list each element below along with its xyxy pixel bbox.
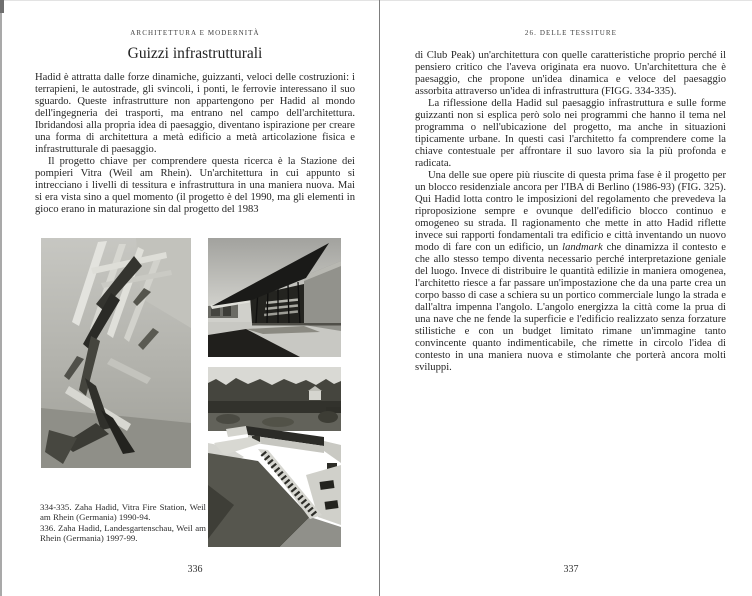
vitra-painting-image: [41, 238, 191, 468]
paragraph-text: Una delle sue opere più riuscite di questa prima fase è il progetto per un blocco residenziale ancora per l'IBA di Berlino (1986-93) (FIG. 325). Qui Hadid lotta contro le imposizioni del regolamento che prevedeva la riproposizione sempre e ovunque dell'edificio blocco continuo e omogeneo su strada. Il ragionamento che mette in atto Hadid riflette invece sui rapporti fondamentali tra edificio e città inventando un nuovo modo di fare con un edificio, un: [415, 170, 726, 253]
page-left-edge-corner: [0, 0, 4, 13]
italic-term: landmark: [562, 242, 603, 253]
right-page-body: [415, 50, 726, 374]
landesgartenschau-photo-figure: [208, 367, 341, 547]
caption-line: 334-335. Zaha Hadid, Vitra Fire Station, Weil am Rhein (Germania) 1990-94.: [40, 502, 206, 523]
vitra-painting-figure: [41, 238, 191, 468]
page-number-left: 336: [187, 564, 203, 575]
paragraph: Il progetto chiave per comprendere questa ricerca è la Stazione dei pompieri Vitra (Weil am Rhein). Un'architettura in cui appunto si intrecciano i livelli di tessitura e infrastruttura in una maniera nuova. Mai si era vista sino a quel momento (il progetto è del 1990, ma gli elementi in gioco erano in maturazione sin dal progetto del 1983: [35, 156, 355, 215]
vitra-fire-station-photo-figure: [208, 238, 341, 357]
paragraph: [415, 170, 726, 374]
caption-line: 336. Zaha Hadid, Landesgartenschau, Weil am Rhein (Germania) 1997-99.: [40, 522, 206, 544]
section-title: Guizzi infrastrutturali: [127, 45, 263, 62]
paragraph: di Club Peak) un'architettura con quelle caratteristiche proprio perché il pensiero critico che l'aveva originata era nuovo. Un'architettura che è paesaggio, che propone un'idea dinamica e veloce del paesaggio assorbita attraverso un'idea di infrastruttura (FIGG. 334-335).: [415, 50, 726, 97]
page-left-edge: [0, 0, 2, 596]
paragraph: La riflessione della Hadid sul paesaggio infrastruttura e sulle forme guizzanti non si esplica però solo nei programmi che hanno il tema nel programma o nell'ubicazione del progetto, ma anche in situazioni tipicamente urbane. In questi casi l'architetto fa comprendere come la chiave contestuale per affrontare il suo lavoro sia la più profonda e radicata.: [415, 98, 726, 169]
running-header-left: ARCHITETTURA E MODERNITÀ: [130, 29, 260, 37]
page-number-right: 337: [563, 564, 579, 575]
vitra-fire-station-photo: [208, 238, 341, 357]
figure-caption: [40, 502, 206, 544]
left-page-body: [35, 72, 355, 216]
gutter-divider: [379, 0, 380, 596]
paragraph: Hadid è attratta dalle forze dinamiche, guizzanti, veloci delle costruzioni: i terrapieni, le autostrade, gli svincoli, i ponti, le ferrovie interessano il suo sguardo. Queste infrastrutture non appartengono per Hadid al mondo dell'ingegneria dei trasporti, ma entrano nel campo dell'architettura. Ibridandosi alla propria idea di paesaggio, diventano ispirazione per creare una forma di architettura a metà edificio a metà articolazione fisica e infrastrutturale di paesaggio.: [35, 72, 355, 155]
running-header-right: 26. DELLE TESSITURE: [524, 29, 618, 37]
top-edge-line: [0, 0, 752, 1]
paragraph-text: che dinamizza il contesto e che allo stesso tempo diventa necessario perché interpretazione geniale del luogo. Invece di distribuire le quantità edilizie in maniera omogenea, l'architetto riesce a far passare un'impostazione che da una parte crea un corpo basso di case a schiera su un portico commerciale lungo la strada e dall'altra impenna l'angolo. L'angolo energizza la città come la prua di una nave che ne fende la superficie e l'edificio realizzato senza forzature stilistiche e con un budget limitato rimane un'immagine tanto convincente quanto indimenticabile, che rimette in circolo l'idea di contesto in una maniera nuova e stimolante che porterà ancora molti sviluppi.: [415, 242, 726, 373]
landesgartenschau-photo: [208, 367, 341, 547]
